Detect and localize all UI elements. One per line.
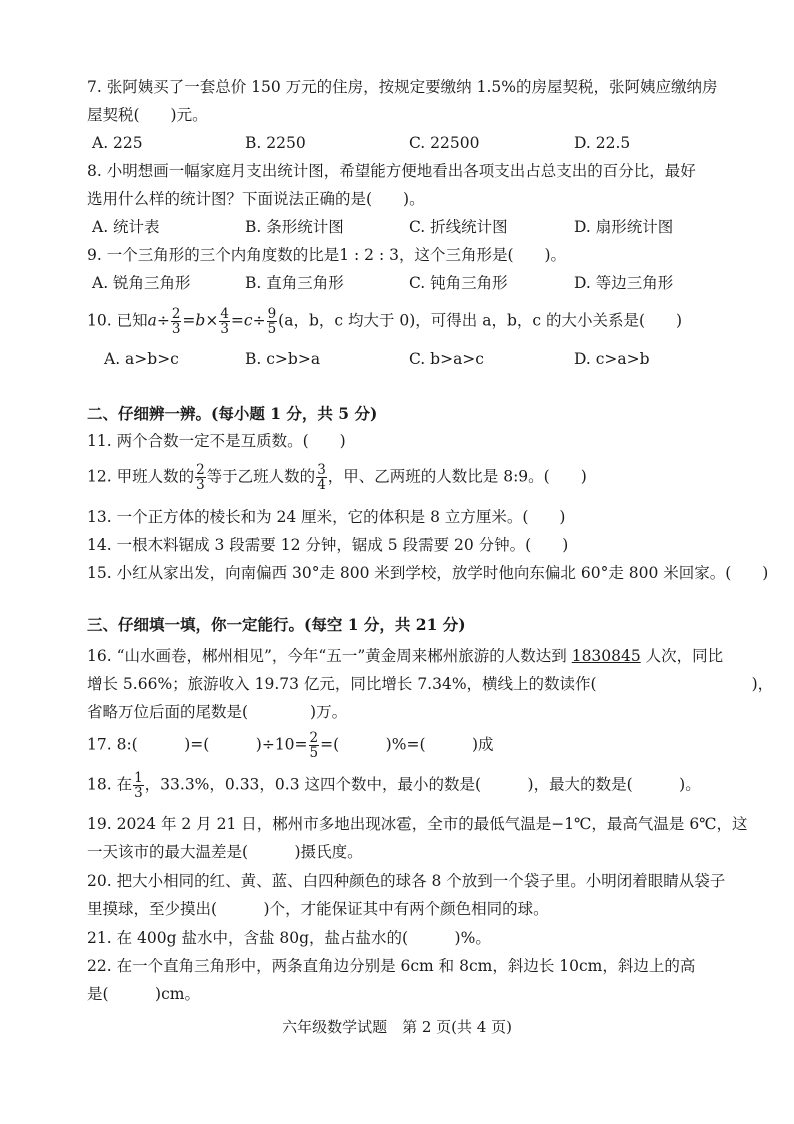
q18-post: ，33.3%，0.33，0.3 这四个数中，最小的数是( )，最大的数是( )。 [144, 775, 701, 794]
q18-f-num: 1 [134, 770, 143, 786]
q7-option-a: A. 225 [92, 134, 143, 152]
q10-f2-num: 4 [220, 306, 229, 322]
q9-line1: 9. 一个三角形的三个内角度数的比是1 : 2 : 3，这个三角形是( )。 [87, 246, 567, 264]
q20-line1: 20. 把大小相同的红、黄、蓝、白四种颜色的球各 8 个放到一个袋子里。小明闭着眼睛从袋子 [87, 872, 726, 890]
q10-f3-num: 9 [267, 306, 277, 322]
q8-line1: 8. 小明想画一幅家庭月支出统计图，希望能方便地看出各项支出占总支出的百分比，最好 [87, 162, 696, 180]
q12-f2-num: 3 [317, 462, 326, 478]
q7-option-b: B. 2250 [245, 134, 306, 152]
page-footer: 六年级数学试题 第 2 页(共 4 页) [282, 1018, 512, 1036]
q12-fraction-1 [195, 463, 206, 492]
q12-f1-num: 2 [196, 462, 205, 478]
q17-fraction [309, 731, 320, 760]
q17 [87, 731, 494, 760]
q7-line1: 7. 张阿姨买了一套总价 150 万元的住房，按规定要缴纳 1.5%的房屋契税，张阿姨应缴纳房 [87, 78, 718, 96]
q22-line1: 22. 在一个直角三角形中，两条直角边分别是 6cm 和 8cm，斜边长 10cm，斜边上的高 [87, 957, 696, 975]
q10-option-b: B. c>b>a [245, 350, 321, 368]
q18-pre: 18. 在 [87, 775, 133, 794]
q10-option-a: A. a>b>c [104, 350, 179, 368]
q8-line2: 选用什么样的统计图？下面说法正确的是( )。 [87, 190, 425, 208]
q10-f1-num: 2 [171, 306, 181, 322]
q8-option-a: A. 统计表 [92, 218, 160, 236]
q8-option-b: B. 条形统计图 [245, 218, 344, 236]
q11: 11. 两个合数一定不是互质数。( ) [87, 432, 346, 450]
q16-underlined-number: 1830845 [571, 647, 641, 665]
q10-pre: 10. 已知 [87, 311, 148, 330]
q19-line1: 19. 2024 年 2 月 21 日，郴州市多地出现冰雹，全市的最低气温是−1℃，最高气温是 6℃，这 [87, 815, 748, 833]
q18-f-den: 3 [134, 785, 143, 801]
q19-line2: 一天该市的最大温差是( )摄氏度。 [87, 843, 363, 861]
q10-line [87, 307, 682, 336]
q10-mid2: =c÷ [230, 311, 266, 330]
q18 [87, 771, 701, 800]
q18-fraction [133, 771, 144, 800]
q12-mid: 等于乙班人数的 [206, 467, 316, 486]
q16-line3: 省略万位后面的尾数是( )万。 [87, 703, 348, 721]
q7-option-c: C. 22500 [409, 134, 480, 152]
q16-line1-a: 16. “山水画卷，郴州相见”，今年“五一”黄金周来郴州旅游的人数达到 [87, 647, 572, 665]
q10-option-c: C. b>a>c [409, 350, 484, 368]
q13: 13. 一个正方体的棱长和为 24 厘米，它的体积是 8 立方厘米。( ) [87, 508, 566, 526]
q9-option-d: D. 等边三角形 [574, 274, 674, 292]
q16-line2: 增长 5.66%；旅游收入 19.73 亿元，同比增长 7.34%，横线上的数读作( )， [87, 675, 774, 693]
section-2-heading: 二、仔细辨一辨。(每小题 1 分，共 5 分) [87, 404, 378, 423]
q10-mid1: =b× [182, 311, 219, 330]
q10-f3-den: 5 [267, 321, 277, 337]
q15: 15. 小红从家出发，向南偏西 30°走 800 米到学校，放学时他向东偏北 60°走 800 米回家。( ) [87, 564, 769, 582]
q10-fraction-1 [171, 307, 182, 336]
section-3-heading: 三、仔细填一填，你一定能行。(每空 1 分，共 21 分) [87, 615, 466, 634]
q9-option-c: C. 钝角三角形 [409, 274, 508, 292]
q8-option-c: C. 折线统计图 [409, 218, 508, 236]
q9-option-a: A. 锐角三角形 [92, 274, 191, 292]
q12 [87, 463, 587, 492]
q16-line1-b: 人次，同比 [640, 647, 724, 665]
q12-f1-den: 3 [196, 477, 205, 493]
q12-fraction-2 [316, 463, 327, 492]
q12-post: ，甲、乙两班的人数比是 8:9。( ) [327, 467, 587, 486]
q22-line2: 是( )cm。 [87, 985, 200, 1003]
q7-line2: 屋契税( )元。 [87, 106, 208, 124]
q10-post: (a，b，c 均大于 0)，可得出 a，b，c 的大小关系是( ) [278, 311, 683, 330]
q10-f1-den: 3 [171, 321, 181, 337]
q14: 14. 一根木料锯成 3 段需要 12 分钟，锯成 5 段需要 20 分钟。( ) [87, 536, 569, 554]
q16-line1 [87, 645, 723, 667]
q17-f-den: 5 [309, 745, 319, 761]
q17-f-num: 2 [309, 730, 319, 746]
q12-pre: 12. 甲班人数的 [87, 467, 195, 486]
q10-a-div: a÷ [147, 311, 170, 330]
q17-post: =( )%=( )成 [320, 735, 494, 754]
q17-pre: 17. 8:( )=( )÷10= [87, 735, 308, 754]
q21: 21. 在 400g 盐水中，含盐 80g，盐占盐水的( )%。 [87, 929, 491, 947]
q12-f2-den: 4 [317, 477, 326, 493]
q10-fraction-3 [267, 307, 278, 336]
q8-option-d: D. 扇形统计图 [574, 218, 674, 236]
q10-option-d: D. c>a>b [574, 350, 650, 368]
q9-option-b: B. 直角三角形 [245, 274, 344, 292]
q7-option-d: D. 22.5 [574, 134, 631, 152]
q10-fraction-2 [219, 307, 230, 336]
q10-f2-den: 3 [220, 321, 229, 337]
q20-line2: 里摸球，至少摸出( )个，才能保证其中有两个颜色相同的球。 [87, 900, 549, 918]
